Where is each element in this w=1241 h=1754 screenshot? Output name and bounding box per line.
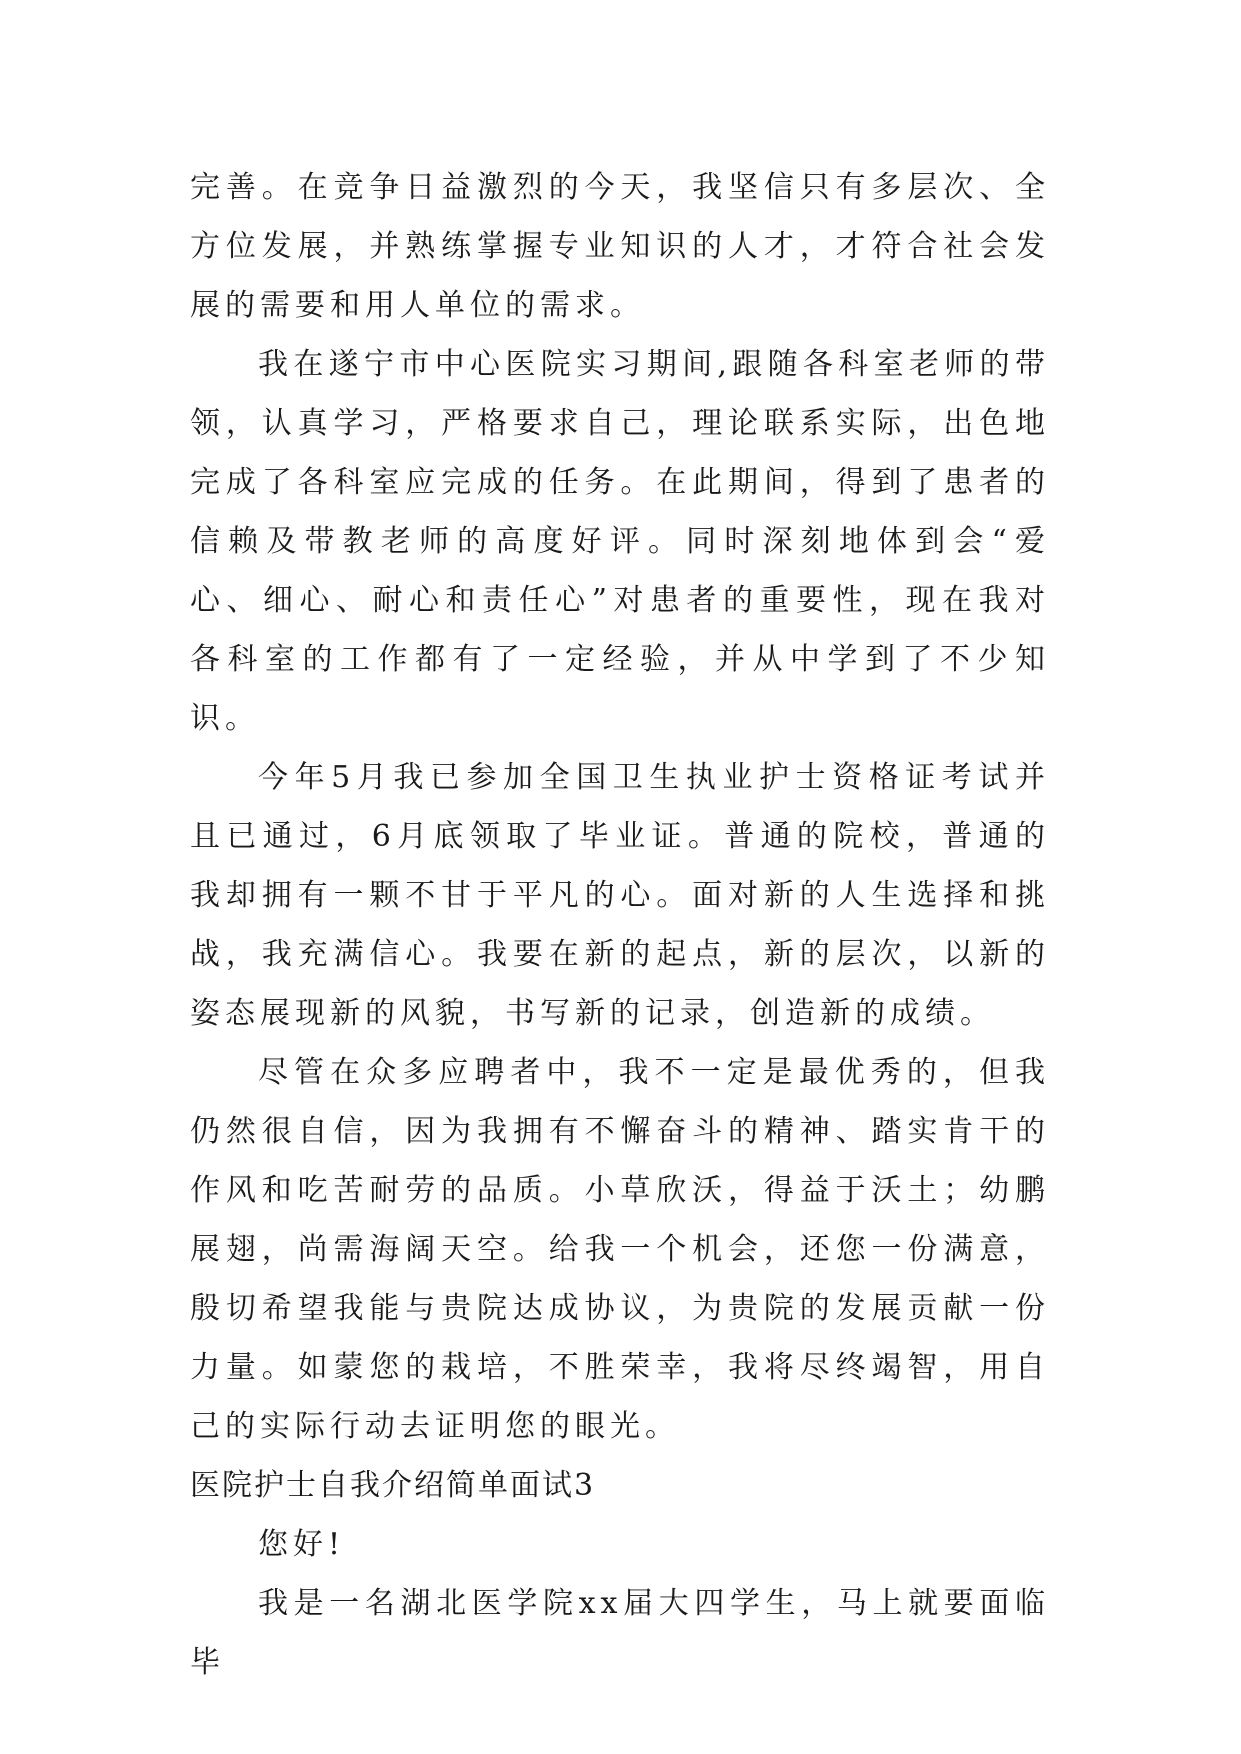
paragraph-3: 今年5月我已参加全国卫生执业护士资格证考试并且已通过，6月底领取了毕业证。普通的院校，普通的我却拥有一颗不甘于平凡的心。面对新的人生选择和挑战，我充满信心。我要在新的起点，新的层次，以新的姿态展现新的风貌，书写新的记录，创造新的成绩。 bbox=[190, 760, 1050, 1031]
greeting: 您好! bbox=[258, 1527, 346, 1562]
document-body bbox=[190, 158, 1050, 1692]
paragraph-2: 我在遂宁市中心医院实习期间,跟随各科室老师的带领，认真学习，严格要求自己，理论联系实际，出色地完成了各科室应完成的任务。在此期间，得到了患者的信赖及带教老师的高度好评。同时深刻地体到会“爱心、细心、耐心和责任心”对患者的重要性，现在我对各科室的工作都有了一定经验，并从中学到了不少知识。 bbox=[190, 347, 1050, 736]
paragraph-1: 完善。在竞争日益激烈的今天，我坚信只有多层次、全方位发展，并熟练掌握专业知识的人才，才符合社会发展的需要和用人单位的需求。 bbox=[190, 170, 1050, 323]
paragraph-5: 我是一名湖北医学院xx届大四学生，马上就要面临毕 bbox=[190, 1586, 1050, 1680]
section-heading: 医院护士自我介绍简单面试3 bbox=[190, 1468, 596, 1503]
paragraph-4: 尽管在众多应聘者中，我不一定是最优秀的，但我仍然很自信，因为我拥有不懈奋斗的精神、踏实肯干的作风和吃苦耐劳的品质。小草欣沃，得益于沃土；幼鹏展翅，尚需海阔天空。给我一个机会，还您一份满意，殷切希望我能与贵院达成协议，为贵院的发展贡献一份力量。如蒙您的栽培，不胜荣幸，我将尽终竭智，用自己的实际行动去证明您的眼光。 bbox=[190, 1055, 1050, 1444]
